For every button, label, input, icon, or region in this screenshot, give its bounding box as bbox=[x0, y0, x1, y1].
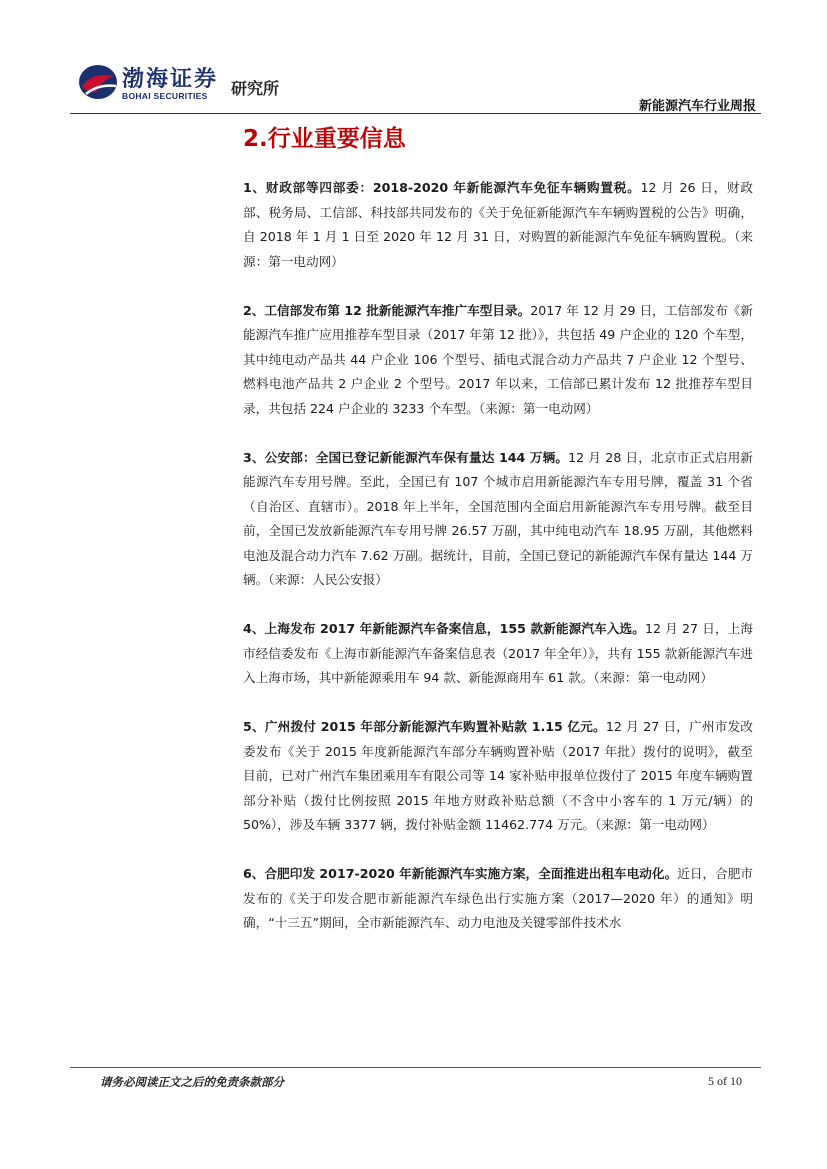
news-item-body: 2017 年 12 月 29 日，工信部发布《新能源汽车推广应用推荐车型目录（2017 年第 12 批）》，共包括 49 户企业的 120 个车型，其中纯电动产品共 44 户企业 106 个型号、插电式混合动力产品共 7 户企业 12 个型号、燃料电池产品共 2 户企业 2 个型号。2017 年以来，工信部已累计发布 12 批推荐车型目录，共包括 224 户企业的 3233 个车型。（来源：第一电动网） bbox=[243, 302, 753, 416]
header-divider bbox=[70, 113, 761, 114]
bohai-logo-icon bbox=[78, 62, 118, 102]
logo-chinese-name: 渤海证券 bbox=[122, 66, 219, 92]
page-number: 5 of 10 bbox=[708, 1074, 742, 1088]
news-item bbox=[243, 715, 753, 838]
news-item-headline: 4、上海发布 2017 年新能源汽车备案信息，155 款新能源汽车入选。 bbox=[243, 621, 646, 636]
news-item bbox=[243, 176, 753, 274]
report-type: 新能源汽车行业周报 bbox=[638, 99, 756, 114]
news-item bbox=[243, 617, 753, 691]
news-item bbox=[243, 446, 753, 593]
news-item-headline: 1、财政部等四部委：2018-2020 年新能源汽车免征车辆购置税。 bbox=[243, 180, 641, 195]
institute-label: 研究所 bbox=[231, 79, 280, 98]
company-logo bbox=[78, 62, 298, 106]
news-item bbox=[243, 299, 753, 422]
news-item-body: 12 月 28 日，北京市正式启用新能源汽车专用号牌。至此，全国已有 107 个城市启用新能源汽车专用号牌，覆盖 31 个省（自治区、直辖市）。2018 年上半年，全国范围内全面启用新能源汽车专用号牌。截至目前，全国已发放新能源汽车专用号牌 26.57 万副，其中纯电动汽车 18.95 万副，其他燃料电池及混合动力汽车 7.62 万副。据统计，目前，全国已登记的新能源汽车保有量达 144 万辆。（来源：人民公安报） bbox=[243, 449, 753, 587]
news-item-body: 12 月 26 日，财政部、税务局、工信部、科技部共同发布的《关于免征新能源汽车车辆购置税的公告》明确，自 2018 年 1 月 1 日至 2020 年 12 月 31 日，对购置的新能源汽车免征车辆购置税。（来源：第一电动网） bbox=[243, 180, 753, 269]
news-item-body: 12 月 27 日，广州市发改委发布《关于 2015 年度新能源汽车部分车辆购置补贴（2017 年批）拨付的说明》，截至目前，已对广州汽车集团乘用车有限公司等 14 家补贴申报单位拨付了 2015 年度车辆购置部分补贴（拨付比例按照 2015 年地方财政补贴总额（不含中小客车的 1 万元/辆）的 50%），涉及车辆 3377 辆，拨付补贴金额 11462.774 万元。（来源：第一电动网） bbox=[243, 719, 753, 832]
footer-divider bbox=[70, 1067, 761, 1068]
news-item-headline: 5、广州拨付 2015 年部分新能源汽车购置补贴款 1.15 亿元。 bbox=[243, 719, 606, 734]
news-item-headline: 3、公安部：全国已登记新能源汽车保有量达 144 万辆。 bbox=[243, 449, 569, 465]
news-item-headline: 6、合肥印发 2017-2020 年新能源汽车实施方案，全面推进出租车电动化。 bbox=[243, 866, 678, 881]
news-item-body: 12 月 27 日，上海市经信委发布《上海市新能源汽车备案信息表（2017 年全年）》，共有 155 款新能源汽车进入上海市场，其中新能源乘用车 94 款、新能源商用车 61 款。（来源：第一电动网） bbox=[243, 621, 753, 685]
news-item bbox=[243, 862, 753, 936]
news-list bbox=[243, 176, 753, 960]
logo-english-name: BOHAI SECURITIES bbox=[122, 91, 208, 101]
section-title: 2.行业重要信息 bbox=[243, 126, 406, 152]
disclaimer-note: 请务必阅读正文之后的免责条款部分 bbox=[100, 1075, 284, 1089]
news-item-headline: 2、工信部发布第 12 批新能源汽车推广车型目录。 bbox=[243, 302, 531, 318]
news-item-body: 近日，合肥市发布的《关于印发合肥市新能源汽车绿色出行实施方案（2017—2020 年）的通知》明确，“十三五”期间，全市新能源汽车、动力电池及关键零部件技术水 bbox=[243, 866, 754, 930]
